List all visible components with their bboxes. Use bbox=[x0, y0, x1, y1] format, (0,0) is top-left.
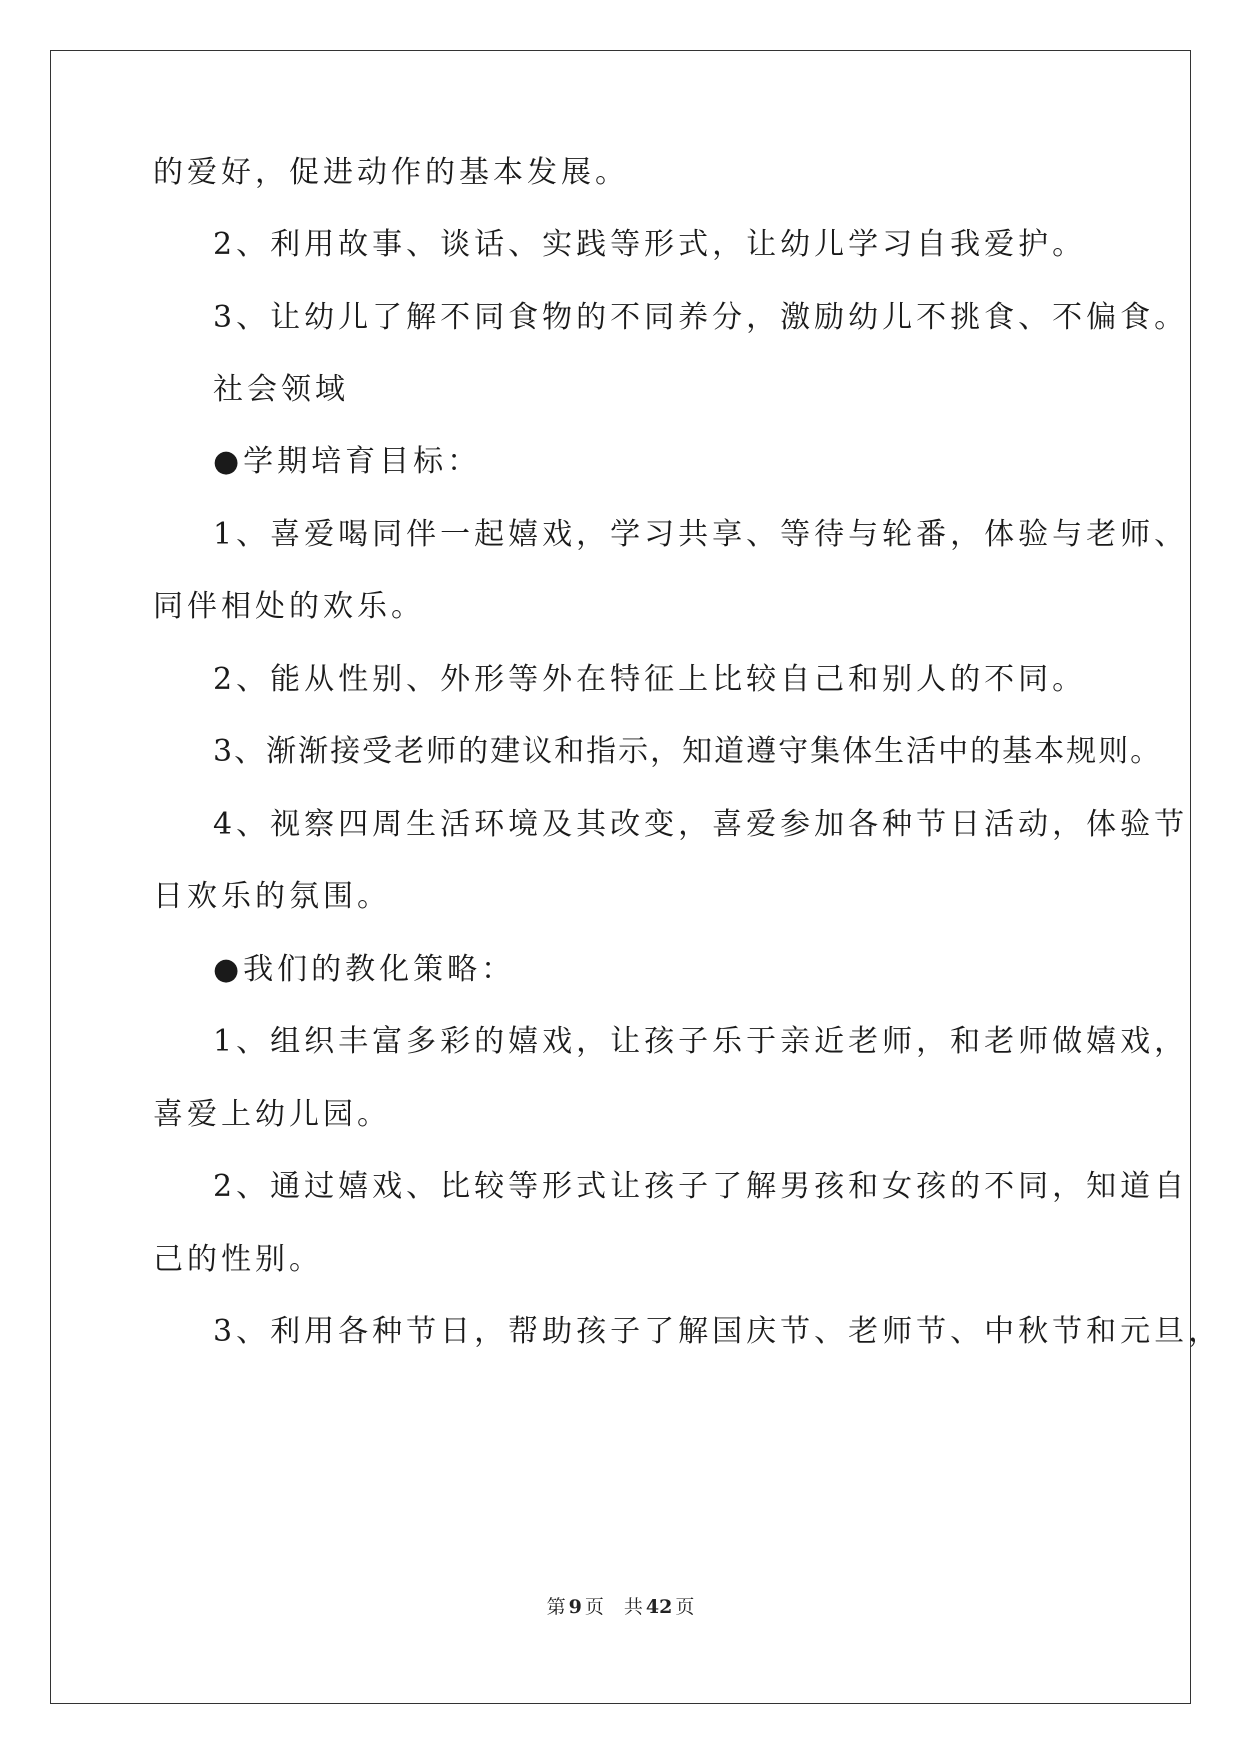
total-suffix: 页 bbox=[675, 1596, 695, 1618]
paragraph-continuation: 的爱好，促进动作的基本发展。 bbox=[153, 155, 629, 190]
paragraph-continuation: 日欢乐的氛围。 bbox=[153, 879, 391, 914]
subsection-heading: ●学期培育目标： bbox=[213, 444, 482, 479]
list-item: 2、通过嬉戏、比较等形式让孩子了解男孩和女孩的不同，知道自 bbox=[213, 1169, 1189, 1204]
section-heading: 社会领域 bbox=[213, 372, 349, 407]
list-item: 3、利用各种节日，帮助孩子了解国庆节、老师节、中秋节和元旦， bbox=[213, 1314, 1223, 1349]
subsection-heading: ●我们的教化策略： bbox=[213, 952, 516, 987]
page-prefix: 第 bbox=[546, 1596, 566, 1618]
total-prefix: 共 bbox=[623, 1596, 643, 1618]
list-item: 1、喜爱喝同伴一起嬉戏，学习共享、等待与轮番，体验与老师、 bbox=[213, 517, 1189, 552]
page-suffix: 页 bbox=[584, 1596, 604, 1618]
paragraph-continuation: 己的性别。 bbox=[153, 1242, 323, 1277]
page-footer bbox=[0, 1595, 1241, 1619]
list-item: 3、让幼儿了解不同食物的不同养分，激励幼儿不挑食、不偏食。 bbox=[213, 300, 1189, 335]
list-item: 4、视察四周生活环境及其改变，喜爱参加各种节日活动，体验节 bbox=[213, 807, 1189, 842]
page-number: 9 bbox=[568, 1596, 582, 1618]
paragraph-continuation: 同伴相处的欢乐。 bbox=[153, 589, 425, 624]
list-item: 3、渐渐接受老师的建议和指示，知道遵守集体生活中的基本规则。 bbox=[213, 734, 1163, 769]
list-item: 2、利用故事、谈话、实践等形式，让幼儿学习自我爱护。 bbox=[213, 227, 1087, 262]
list-item: 1、组织丰富多彩的嬉戏，让孩子乐于亲近老师，和老师做嬉戏， bbox=[213, 1024, 1189, 1059]
list-item: 2、能从性别、外形等外在特征上比较自己和别人的不同。 bbox=[213, 662, 1087, 697]
paragraph-continuation: 喜爱上幼儿园。 bbox=[153, 1097, 391, 1132]
total-pages: 42 bbox=[645, 1596, 673, 1618]
